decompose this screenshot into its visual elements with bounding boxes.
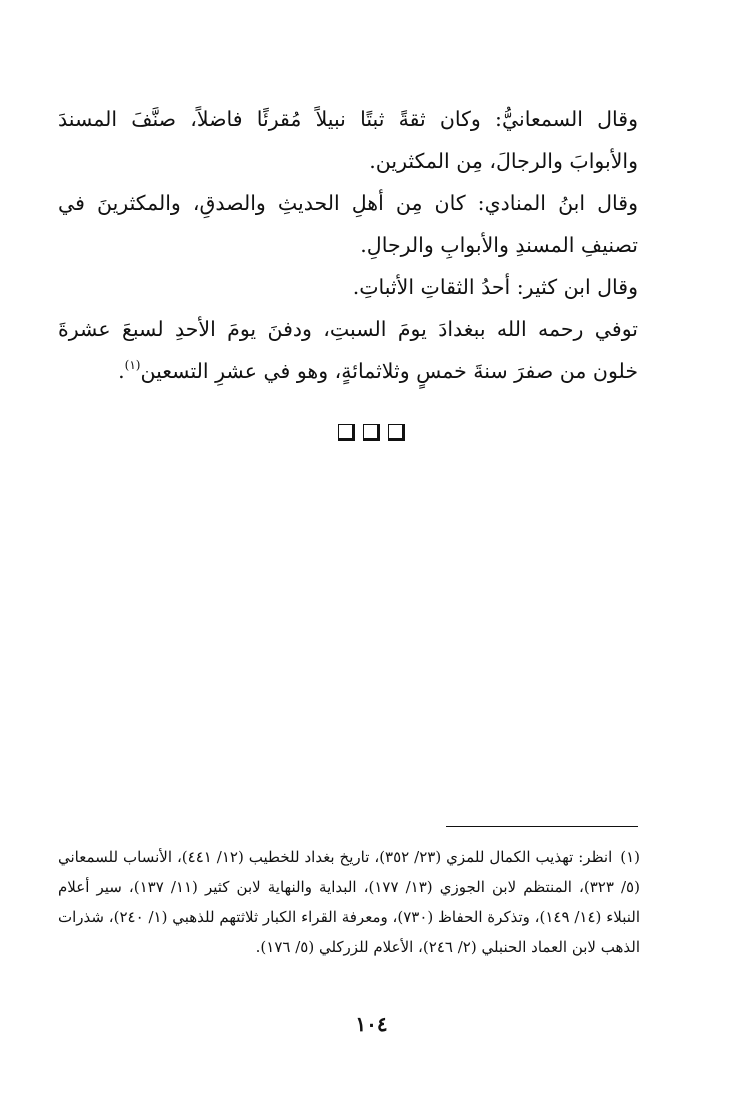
footnote-text: انظر: تهذيب الكمال للمزي (٢٣/ ٣٥٢)، تاريخ بغداد للخطيب (١٢/ ٤٤١)، الأنساب للسمعاني (٥/ ٣٢٣)، المنتظم لابن الجوزي (١٣/ ١٧٧)، البداية والنهاية لابن كثير (١١/ ١٣٧)، سير أعلام النبلاء (١٤/ ١٤٩)، وتذكرة الحفاظ (٧٣٠)، ومعرفة القراء الكبار ثلاثتهم للذهبي (١/ ٢٤٠)، شذرات الذهب لابن العماد الحنبلي (٢/ ٢٤٦)، الأعلام للزركلي (٥/ ١٧٦).	[58, 848, 640, 956]
separator-box-icon	[363, 424, 380, 441]
footnote-divider	[446, 826, 638, 827]
page-number: ١٠٤	[355, 1012, 388, 1036]
body-paragraph-1	[58, 98, 638, 182]
separator-box-icon	[338, 424, 355, 441]
separator-box-icon	[388, 424, 405, 441]
body-paragraph-3	[58, 266, 638, 308]
paragraph-text: وقال ابنُ المنادي: كان مِن أهلِ الحديثِ والصدقِ، والمكثرينَ في تصنيفِ المسندِ والأبوابِ والرجالِ.	[58, 191, 638, 257]
paragraph-text: توفي رحمه الله ببغدادَ يومَ السبتِ، ودفنَ يومَ الأحدِ لسبعَ عشرةَ خلون من صفرَ سنةَ خمسٍ وثلاثمائةٍ، وهو في عشرِ التسعين$^{(١)}$.	[58, 317, 638, 383]
paragraph-text: وقال ابن كثير: أحدُ الثقاتِ الأثباتِ.	[352, 275, 638, 299]
section-separator	[0, 424, 743, 441]
footnote	[58, 842, 640, 962]
paragraph-text: وقال السمعانيُّ: وكان ثقةً ثبتًا نبيلاً مُقرئًا فاضلاً، صنَّفَ المسندَ والأبوابَ والرجالَ، مِن المكثرين.	[58, 107, 638, 173]
footnote-reference: (١)	[124, 358, 141, 372]
body-paragraph-4	[58, 308, 638, 392]
paragraph-text-span: توفي رحمه الله ببغدادَ يومَ السبتِ، ودفنَ يومَ الأحدِ لسبعَ عشرةَ خلون من صفرَ سنةَ خمسٍ وثلاثمائةٍ، وهو في عشرِ التسعين	[58, 317, 638, 383]
body-paragraph-2	[58, 182, 638, 266]
footnote-number: (١)	[620, 848, 641, 866]
